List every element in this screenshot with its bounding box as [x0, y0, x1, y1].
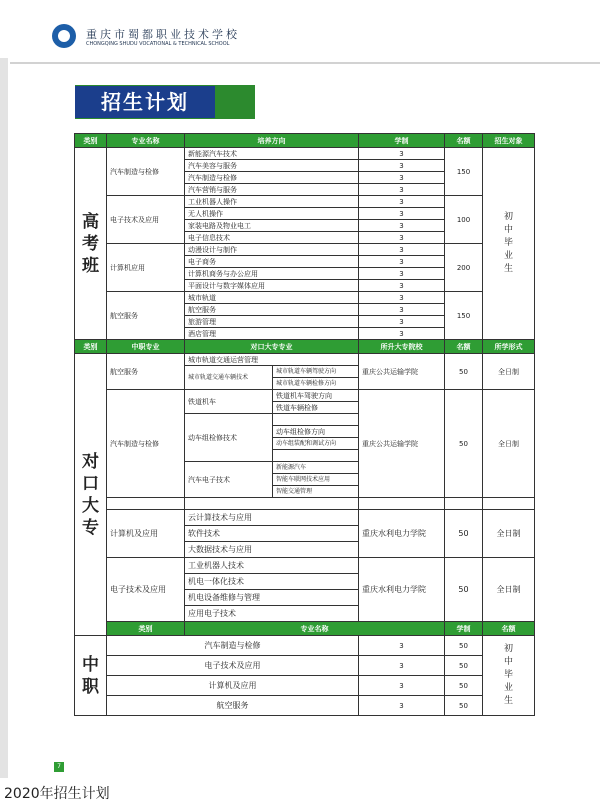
header-cell: 专业名称 — [107, 134, 185, 148]
direction-cell: 铁道车辆检修 — [273, 402, 359, 414]
college-major-cell: 铁道机车 — [185, 390, 273, 414]
direction-cell: 酒店管理 — [185, 328, 359, 340]
direction-cell: 平面设计与数字媒体应用 — [185, 280, 359, 292]
direction-cell: 电子商务 — [185, 256, 359, 268]
table-row — [75, 558, 535, 574]
quota-cell: 50 — [445, 390, 483, 498]
years-cell: 3 — [359, 220, 445, 232]
direction-cell: 新能源汽车 — [273, 462, 359, 474]
enrollment-plan-table — [74, 133, 535, 716]
table-row — [75, 196, 535, 208]
quota-cell: 50 — [445, 696, 483, 716]
quota-cell: 50 — [445, 558, 483, 622]
sec1-target: 初中毕业生 — [483, 148, 535, 340]
major-cell: 汽车制造与检修 — [107, 636, 359, 656]
table-row — [75, 676, 535, 696]
header-cell: 学制 — [359, 134, 445, 148]
college-major-cell: 城市轨道交通运营管理 — [185, 354, 359, 366]
header-divider — [10, 62, 600, 64]
header-cell: 类别 — [75, 340, 107, 354]
sec2-header-row — [75, 340, 535, 354]
years-cell: 3 — [359, 172, 445, 184]
sec1-header-row — [75, 134, 535, 148]
direction-cell: 城市轨道车辆检修方向 — [273, 378, 359, 390]
header-cell: 名额 — [483, 622, 535, 636]
direction-cell: 汽车营销与服务 — [185, 184, 359, 196]
direction-cell: 汽车美容与服务 — [185, 160, 359, 172]
table-row — [75, 656, 535, 676]
table-row — [75, 148, 535, 160]
college-cell: 重庆公共运输学院 — [359, 354, 445, 390]
years-cell: 3 — [359, 316, 445, 328]
major-cell: 计算机及应用 — [107, 676, 359, 696]
college-major-cell — [185, 498, 359, 510]
major-cell: 电子技术及应用 — [107, 196, 185, 244]
major-cell: 汽车制造与检修 — [107, 390, 185, 498]
years-cell: 3 — [359, 328, 445, 340]
direction-cell: 家装电路及物业电工 — [185, 220, 359, 232]
years-cell: 3 — [359, 148, 445, 160]
college-major-cell: 大数据技术与应用 — [185, 542, 359, 558]
years-cell: 3 — [359, 636, 445, 656]
major-cell: 电子技术及应用 — [107, 656, 359, 676]
school-name-en: CHONGQING SHUDU VOCATIONAL & TECHNICAL SCHOOL — [86, 41, 230, 47]
header-cell: 培养方向 — [185, 134, 359, 148]
college-major-cell: 汽车电子技术 — [185, 462, 273, 498]
form-cell: 全日制 — [483, 390, 535, 498]
years-cell: 3 — [359, 232, 445, 244]
table-row — [75, 696, 535, 716]
table-row — [75, 244, 535, 256]
form-cell: 全日制 — [483, 354, 535, 390]
header-cell: 专业名称 — [185, 622, 445, 636]
header-cell: 名额 — [445, 340, 483, 354]
major-cell — [107, 498, 185, 510]
table-row — [75, 390, 535, 402]
major-cell: 航空服务 — [107, 354, 185, 390]
years-cell: 3 — [359, 160, 445, 172]
years-cell: 3 — [359, 304, 445, 316]
years-cell: 3 — [359, 256, 445, 268]
header-cell: 中职专业 — [107, 340, 185, 354]
years-cell: 3 — [359, 268, 445, 280]
direction-cell: 无人机操作 — [185, 208, 359, 220]
college-cell: 重庆水利电力学院 — [359, 558, 445, 622]
years-cell: 3 — [359, 676, 445, 696]
direction-cell: 城市轨道车辆驾驶方向 — [273, 366, 359, 378]
table-row — [75, 498, 535, 510]
form-cell: 全日制 — [483, 510, 535, 558]
college-major-cell: 应用电子技术 — [185, 606, 359, 622]
caption-text: 2020年招生计划 — [4, 786, 110, 802]
direction-cell: 动车组装配和调试方向 — [273, 438, 359, 450]
quota-cell: 150 — [445, 292, 483, 340]
major-cell: 计算机及应用 — [107, 510, 185, 558]
college-major-cell: 工业机器人技术 — [185, 558, 359, 574]
quota-cell: 100 — [445, 196, 483, 244]
major-cell: 汽车制造与检修 — [107, 148, 185, 196]
college-major-cell: 软件技术 — [185, 526, 359, 542]
years-cell: 3 — [359, 196, 445, 208]
college-cell: 重庆水利电力学院 — [359, 510, 445, 558]
school-name-cn: 重庆市蜀都职业技术学校 — [86, 28, 240, 41]
form-cell: 全日制 — [483, 558, 535, 622]
major-cell: 电子技术及应用 — [107, 558, 185, 622]
school-logo-icon — [52, 24, 76, 48]
table-row — [75, 510, 535, 526]
college-cell: 重庆公共运输学院 — [359, 390, 445, 498]
header-cell: 类别 — [107, 622, 185, 636]
college-major-cell: 机电一体化技术 — [185, 574, 359, 590]
years-cell: 3 — [359, 280, 445, 292]
quota-cell: 50 — [445, 354, 483, 390]
sec1-label: 高考班 — [75, 148, 107, 340]
header-cell: 类别 — [75, 134, 107, 148]
header-cell: 名额 — [445, 134, 483, 148]
page-title: 招生计划 — [75, 86, 215, 118]
quota-cell: 50 — [445, 676, 483, 696]
caption-bar — [0, 780, 600, 806]
direction-cell: 铁道机车驾驶方向 — [273, 390, 359, 402]
years-cell: 3 — [359, 208, 445, 220]
years-cell: 3 — [359, 184, 445, 196]
years-cell: 3 — [359, 292, 445, 304]
direction-cell — [273, 450, 359, 462]
quota-cell: 50 — [445, 636, 483, 656]
quota-cell — [445, 498, 483, 510]
sec3-header-row — [75, 622, 535, 636]
direction-cell: 动漫设计与制作 — [185, 244, 359, 256]
major-cell: 航空服务 — [107, 292, 185, 340]
college-cell — [359, 498, 445, 510]
sec2-label: 对口大专 — [75, 354, 107, 636]
sec3-label: 中职 — [75, 636, 107, 716]
direction-cell — [273, 414, 359, 426]
direction-cell: 电子信息技术 — [185, 232, 359, 244]
direction-cell: 城市轨道 — [185, 292, 359, 304]
college-major-cell: 城市轨道交通车辆技术 — [185, 366, 273, 390]
major-cell: 航空服务 — [107, 696, 359, 716]
direction-cell: 航空服务 — [185, 304, 359, 316]
page-number: 7 — [54, 762, 64, 772]
quota-cell: 200 — [445, 244, 483, 292]
major-cell: 计算机应用 — [107, 244, 185, 292]
direction-cell: 计算机商务与办公应用 — [185, 268, 359, 280]
direction-cell: 智能车联网技术应用 — [273, 474, 359, 486]
header-cell: 对口大专专业 — [185, 340, 359, 354]
header-cell: 学制 — [445, 622, 483, 636]
years-cell: 3 — [359, 656, 445, 676]
quota-cell: 150 — [445, 148, 483, 196]
header-cell: 所升大专院校 — [359, 340, 445, 354]
header-cell: 所学形式 — [483, 340, 535, 354]
years-cell: 3 — [359, 244, 445, 256]
college-major-cell: 云计算技术与应用 — [185, 510, 359, 526]
direction-cell: 动车组检修方向 — [273, 426, 359, 438]
header-cell: 招生对象 — [483, 134, 535, 148]
quota-cell: 50 — [445, 656, 483, 676]
college-major-cell: 动车组检修技术 — [185, 414, 273, 462]
direction-cell: 汽车制造与检修 — [185, 172, 359, 184]
quota-cell: 50 — [445, 510, 483, 558]
direction-cell: 新能源汽车技术 — [185, 148, 359, 160]
years-cell: 3 — [359, 696, 445, 716]
table-row — [75, 354, 535, 366]
form-cell — [483, 498, 535, 510]
direction-cell: 旅游管理 — [185, 316, 359, 328]
college-major-cell: 机电设备维修与管理 — [185, 590, 359, 606]
table-row — [75, 292, 535, 304]
direction-cell: 智能交通管理 — [273, 486, 359, 498]
left-margin-bar — [0, 58, 8, 778]
table-row — [75, 636, 535, 656]
direction-cell: 工业机器人操作 — [185, 196, 359, 208]
sec3-target: 初中毕业生 — [483, 636, 535, 716]
